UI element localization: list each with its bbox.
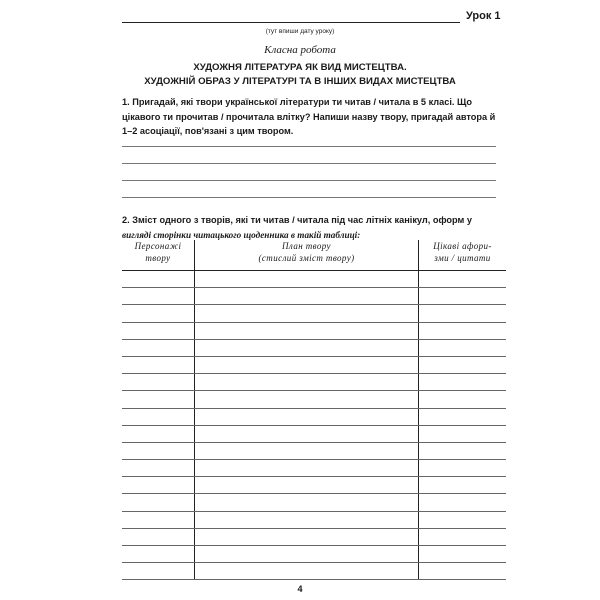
table-cell[interactable] xyxy=(195,356,419,373)
column-header-line: План твору xyxy=(282,241,331,251)
table-cell[interactable] xyxy=(122,425,195,442)
table-row xyxy=(122,511,506,528)
column-header-plan xyxy=(195,240,419,271)
column-header-line: Персонажі xyxy=(134,241,182,251)
table-row xyxy=(122,408,506,425)
table-cell[interactable] xyxy=(122,546,195,563)
table-cell[interactable] xyxy=(122,442,195,459)
table-cell[interactable] xyxy=(195,374,419,391)
table-cell[interactable] xyxy=(195,305,419,322)
column-header-line: (стислий зміст твору) xyxy=(258,253,355,263)
table-cell[interactable] xyxy=(419,425,507,442)
table-cell[interactable] xyxy=(195,408,419,425)
table-cell[interactable] xyxy=(195,339,419,356)
task-2-text xyxy=(122,213,497,242)
table-cell[interactable] xyxy=(122,339,195,356)
table-cell[interactable] xyxy=(419,271,507,288)
table-cell[interactable] xyxy=(195,460,419,477)
date-hint: (тут впиши дату уроку) xyxy=(265,28,335,35)
table-row xyxy=(122,322,506,339)
table-cell[interactable] xyxy=(195,477,419,494)
lesson-title-line-2: ХУДОЖНІЙ ОБРАЗ У ЛІТЕРАТУРІ ТА В ІНШИХ ВИДАХ МИСТЕЦТВА xyxy=(144,76,456,87)
task-2-text-main: 2. Зміст одного з творів, які ти читав / читала під час літніх канікул, оформ у xyxy=(122,215,472,225)
table-cell[interactable] xyxy=(419,339,507,356)
table-cell[interactable] xyxy=(419,442,507,459)
lesson-title-line-1: ХУДОЖНЯ ЛІТЕРАТУРА ЯК ВИД МИСТЕЦТВА. xyxy=(193,62,407,73)
answer-line[interactable] xyxy=(122,163,496,164)
table-cell[interactable] xyxy=(122,528,195,545)
table-header-row xyxy=(122,240,506,271)
table-cell[interactable] xyxy=(419,494,507,511)
table-cell[interactable] xyxy=(122,271,195,288)
table-row xyxy=(122,477,506,494)
table-cell[interactable] xyxy=(419,391,507,408)
table-row xyxy=(122,546,506,563)
table-cell[interactable] xyxy=(122,288,195,305)
table-cell[interactable] xyxy=(122,408,195,425)
table-cell[interactable] xyxy=(122,494,195,511)
column-header-characters xyxy=(122,240,195,271)
table-row xyxy=(122,391,506,408)
table-row xyxy=(122,494,506,511)
date-entry-line[interactable] xyxy=(122,22,460,23)
table-cell[interactable] xyxy=(195,528,419,545)
table-cell[interactable] xyxy=(122,374,195,391)
table-cell[interactable] xyxy=(195,271,419,288)
table-cell[interactable] xyxy=(419,563,507,580)
table-row xyxy=(122,460,506,477)
table-cell[interactable] xyxy=(122,322,195,339)
table-cell[interactable] xyxy=(419,305,507,322)
table-cell[interactable] xyxy=(195,563,419,580)
table-cell[interactable] xyxy=(419,460,507,477)
table-cell[interactable] xyxy=(419,322,507,339)
answer-line[interactable] xyxy=(122,197,496,198)
lesson-label: Урок 1 xyxy=(466,10,501,22)
table-cell[interactable] xyxy=(195,546,419,563)
table-cell[interactable] xyxy=(419,408,507,425)
task-2-text-italic: вигляді сторінки читацького щоденника в такій таблиці: xyxy=(122,229,361,240)
column-header-quotes xyxy=(419,240,507,271)
answer-line[interactable] xyxy=(122,146,496,147)
table-row xyxy=(122,374,506,391)
table-row xyxy=(122,356,506,373)
table-cell[interactable] xyxy=(122,391,195,408)
table-cell[interactable] xyxy=(122,563,195,580)
page-number: 4 xyxy=(297,584,303,594)
table-row xyxy=(122,563,506,580)
table-cell[interactable] xyxy=(195,511,419,528)
table-cell[interactable] xyxy=(195,442,419,459)
table-cell[interactable] xyxy=(419,511,507,528)
column-header-line: зми / цитати xyxy=(434,253,491,263)
table-cell[interactable] xyxy=(419,288,507,305)
task-1-text: 1. Пригадай, які твори української літератури ти читав / читала в 5 класі. Що цікавого ти прочитав / прочитала влітку? Напиши назву твору, пригадай автора й 1–2 асоціації, пов'язані з цим твором. xyxy=(122,97,496,136)
answer-line[interactable] xyxy=(122,180,496,181)
table-cell[interactable] xyxy=(195,494,419,511)
table-cell[interactable] xyxy=(419,374,507,391)
table-cell[interactable] xyxy=(419,528,507,545)
table-row xyxy=(122,425,506,442)
table-row xyxy=(122,288,506,305)
table-cell[interactable] xyxy=(122,511,195,528)
table-cell[interactable] xyxy=(122,305,195,322)
table-row xyxy=(122,528,506,545)
table-cell[interactable] xyxy=(195,322,419,339)
table-row xyxy=(122,305,506,322)
table-body xyxy=(122,271,506,580)
table-cell[interactable] xyxy=(419,356,507,373)
table-cell[interactable] xyxy=(195,391,419,408)
table-cell[interactable] xyxy=(122,477,195,494)
work-type-label: Класна робота xyxy=(264,44,336,56)
column-header-line: твору xyxy=(145,253,171,263)
table-cell[interactable] xyxy=(419,546,507,563)
table-cell[interactable] xyxy=(122,460,195,477)
table-cell[interactable] xyxy=(419,477,507,494)
table-cell[interactable] xyxy=(122,356,195,373)
table-row xyxy=(122,339,506,356)
table-row xyxy=(122,271,506,288)
column-header-line: Цікаві афори- xyxy=(433,241,492,251)
table-cell[interactable] xyxy=(195,288,419,305)
reading-diary-table xyxy=(122,240,506,580)
table-cell[interactable] xyxy=(195,425,419,442)
table-row xyxy=(122,442,506,459)
